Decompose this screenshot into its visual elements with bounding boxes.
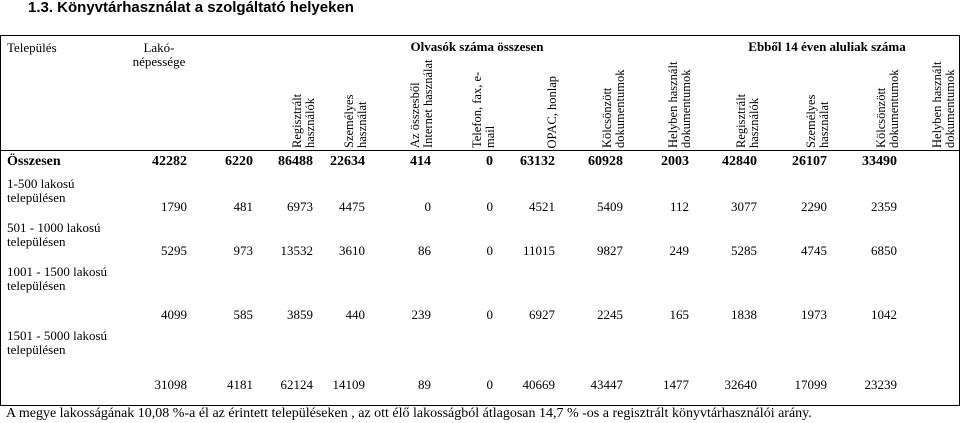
table-cell: 17099 (794, 377, 827, 392)
table-cell: 1838 (731, 307, 757, 322)
table-cell: 4099 (161, 307, 187, 322)
row-label: 501 - 1000 lakosú településen (7, 220, 101, 249)
table-cell: 26107 (792, 154, 827, 169)
table-cell: 11015 (522, 243, 555, 258)
table-row (1, 261, 959, 325)
header-settlement: Település (7, 40, 57, 55)
table-cell: 32640 (724, 377, 757, 392)
table-cell: 63132 (520, 154, 555, 169)
table-cell: 4475 (339, 199, 365, 214)
table-cell: 0 (486, 307, 493, 322)
table-cell: 42840 (722, 154, 757, 169)
table-cell: 3610 (339, 243, 365, 258)
table-cell: 0 (424, 199, 431, 214)
table-cell: 1477 (663, 377, 689, 392)
table-cell: 0 (486, 377, 493, 392)
row-label: 1501 - 5000 lakosú településen (7, 328, 108, 357)
header-group-under-14: Ebből 14 éven aluliak száma (748, 39, 906, 54)
table-cell: 43447 (590, 377, 623, 392)
page-title: 1.3. Könyvtárhasználat a szolgáltató helyeken (28, 0, 354, 16)
table-cell: 14109 (332, 377, 365, 392)
table-cell: 86488 (278, 154, 313, 169)
table-cell: 33490 (862, 154, 897, 169)
table-cell: 6850 (871, 243, 897, 258)
row-label: Összesen (7, 154, 61, 169)
table-cell: 4745 (801, 243, 827, 258)
table-cell: 62124 (280, 377, 313, 392)
table-cell: 23239 (864, 377, 897, 392)
table-cell: 13532 (280, 243, 313, 258)
table-row (1, 173, 959, 217)
table-cell: 112 (669, 199, 689, 214)
table-cell: 6220 (225, 154, 253, 169)
col-header-internet-use: Az összesből Internet használat (408, 59, 435, 148)
table-cell: 249 (669, 243, 689, 258)
table-cell: 585 (233, 307, 253, 322)
table-cell: 973 (233, 243, 253, 258)
table-cell: 0 (486, 199, 493, 214)
table-row (1, 325, 959, 395)
col-header-registered: Regisztrált használók (290, 93, 317, 148)
table-cell: 86 (418, 243, 431, 258)
col-header-u14-borrowed-docs: Kölcsönzött dokumentumok (874, 69, 901, 148)
total-row (1, 151, 959, 174)
row-label: 1-500 lakosú településen (7, 176, 75, 205)
table-cell: 481 (233, 199, 253, 214)
table-cell: 2359 (871, 199, 897, 214)
header-population: Lakó- népessége (132, 40, 186, 69)
table-cell: 5285 (731, 243, 757, 258)
table-cell: 2290 (801, 199, 827, 214)
table-cell: 1042 (871, 307, 897, 322)
col-header-opac-website: OPAC, honlap (545, 75, 559, 148)
table-cell: 0 (486, 154, 493, 169)
table-cell: 5409 (597, 199, 623, 214)
table-cell: 6973 (287, 199, 313, 214)
table-cell: 2245 (597, 307, 623, 322)
table-cell: 9827 (597, 243, 623, 258)
table-cell: 60928 (588, 154, 623, 169)
table-cell: 4181 (227, 377, 253, 392)
footnote: A megye lakosságának 10,08 %-a él az érintett településeken , az ott élő lakosságból átlagosan 14,7 % -os a regisztrált könyvtárhasználói arány. (6, 406, 812, 421)
library-usage-table (0, 35, 960, 406)
col-header-u14-registered: Regisztrált használók (734, 93, 761, 148)
col-header-u14-personal-use: Személyes használat (804, 94, 831, 148)
table-cell: 0 (486, 243, 493, 258)
table-cell: 5295 (161, 243, 187, 258)
table-cell: 1973 (801, 307, 827, 322)
table-cell: 31098 (154, 377, 187, 392)
table-cell: 239 (411, 307, 431, 322)
table-cell: 2003 (661, 154, 689, 169)
row-label: 1001 - 1500 lakosú településen (7, 264, 108, 293)
table-cell: 165 (669, 307, 689, 322)
table-cell: 22634 (330, 154, 365, 169)
col-header-onsite-docs: Helyben használt dokumentumok (666, 61, 693, 148)
table-cell: 3859 (287, 307, 313, 322)
col-header-phone-fax-email: Telefon, fax, e-mail (470, 71, 497, 148)
col-header-borrowed-docs: Kölcsönzött dokumentumok (600, 69, 627, 148)
table-cell: 6927 (529, 307, 555, 322)
table-cell: 1790 (161, 199, 187, 214)
table-cell: 440 (345, 307, 365, 322)
table-cell: 414 (410, 154, 431, 169)
table-row (1, 217, 959, 261)
table-cell: 42282 (152, 154, 187, 169)
col-header-personal-use: Személyes használat (342, 94, 369, 148)
col-header-u14-onsite-docs: Helyben használt dokumentumok (930, 61, 958, 148)
header-group-all-readers: Olvasók száma összesen (410, 39, 544, 54)
table-cell: 4521 (529, 199, 555, 214)
table-cell: 89 (418, 377, 431, 392)
table-cell: 40669 (522, 377, 555, 392)
table-cell: 3077 (731, 199, 757, 214)
